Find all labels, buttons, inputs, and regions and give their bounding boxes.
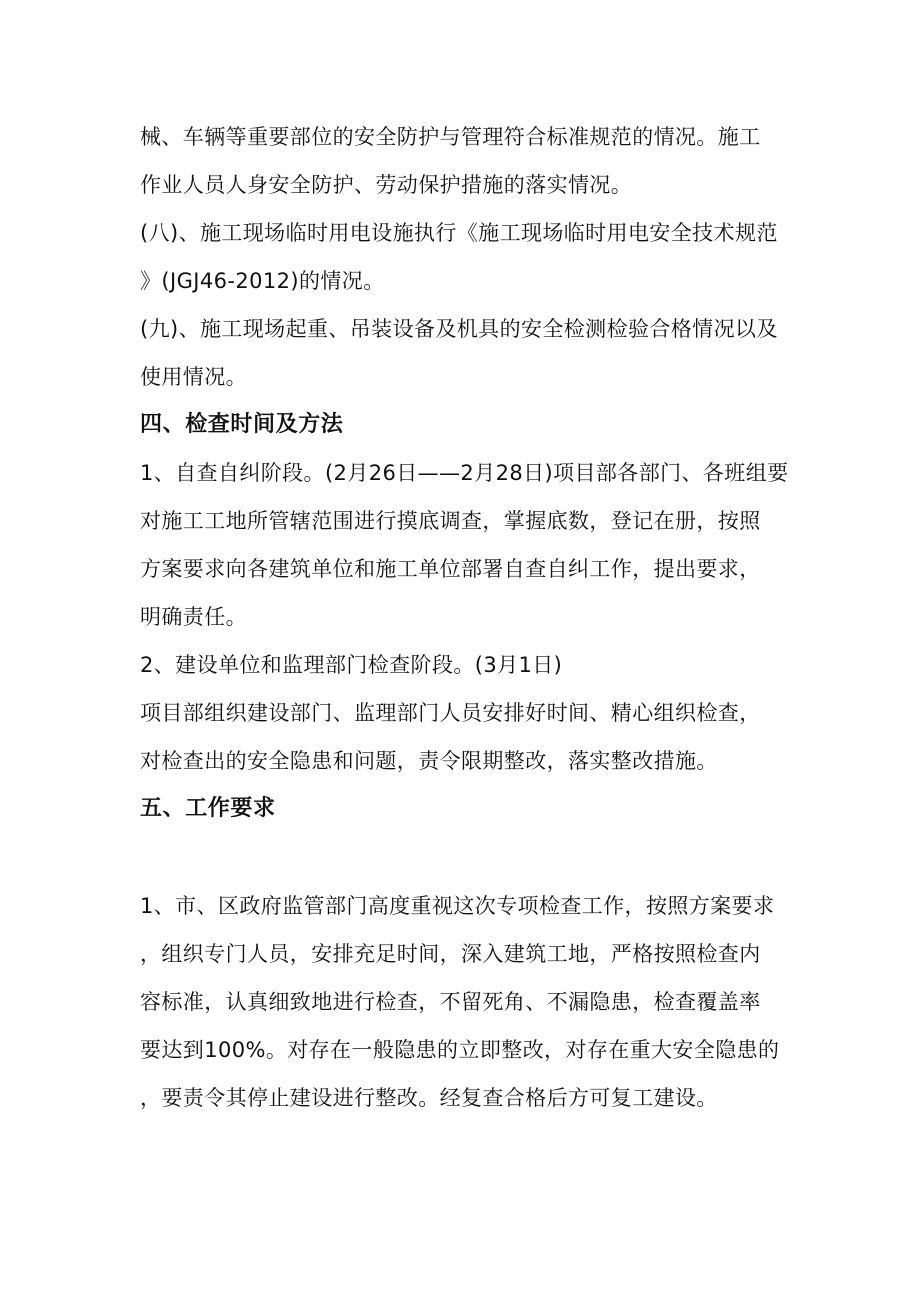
text-line: 2、建设单位和监理部门检查阶段。(3月1日) [140, 653, 563, 677]
text-line: 1、自查自纠阶段。(2月26日——2月28日)项目部各部门、各班组要 [140, 461, 789, 485]
text-line: ，组织专门人员，安排充足时间，深入建筑工地，严格按照检查内 [140, 942, 761, 966]
text-line: 方案要求向各建筑单位和施工单位部署自查自纠工作，提出要求， [140, 557, 761, 581]
text-line: 》(JGJ46-2012)的情况。 [140, 269, 385, 293]
text-line: 对施工工地所管辖范围进行摸底调查，掌握底数，登记在册，按照 [140, 509, 761, 533]
text-line: 对检查出的安全隐患和问题，责令限期整改，落实整改措施。 [140, 749, 718, 773]
text-line: (八)、施工现场临时用电设施执行《施工现场临时用电安全技术规范 [140, 221, 778, 245]
section-heading: 四、检查时间及方法 [140, 412, 344, 437]
text-line: 项目部组织建设部门、监理部门人员安排好时间、精心组织检查， [140, 701, 761, 725]
text-line: 使用情况。 [140, 365, 247, 389]
text-line: 1、市、区政府监管部门高度重视这次专项检查工作，按照方案要求 [140, 894, 775, 918]
text-line: ，要责令其停止建设进行整改。经复查合格后方可复工建设。 [140, 1086, 718, 1110]
text-line: 容标准，认真细致地进行检查，不留死角、不漏隐患，检查覆盖率 [140, 990, 761, 1014]
text-line: 明确责任。 [140, 605, 247, 629]
text-line: 械、车辆等重要部位的安全防护与管理符合标准规范的情况。施工 [140, 125, 761, 149]
text-line: 作业人员人身安全防护、劳动保护措施的落实情况。 [140, 173, 633, 197]
text-line: 要达到100%。对存在一般隐患的立即整改，对存在重大安全隐患的 [140, 1038, 780, 1062]
text-line: (九)、施工现场起重、吊装设备及机具的安全检测检验合格情况以及 [140, 317, 778, 341]
section-heading: 五、工作要求 [140, 796, 276, 821]
